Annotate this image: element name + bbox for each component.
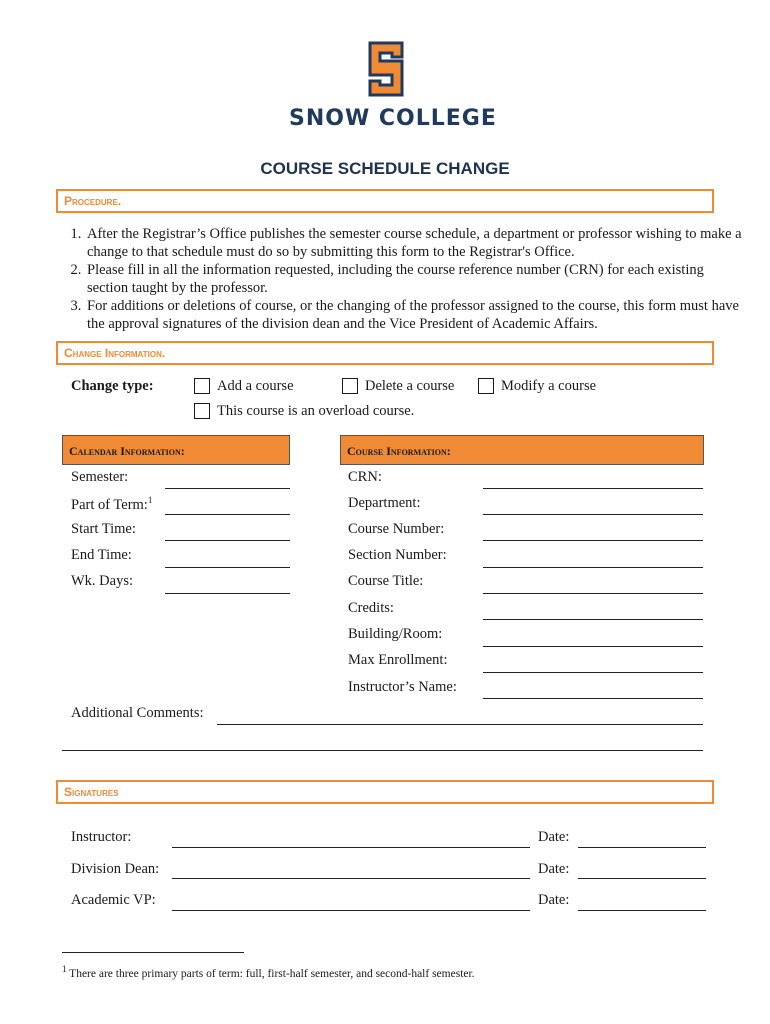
procedure-item: 3. For additions or deletions of course, or the changing of the professor assigned to the course, this form must have the approval signatures of the division dean and the Vice President of Academic Affairs. xyxy=(85,297,745,333)
additional-comments-label: Additional Comments: xyxy=(71,705,204,721)
department-field[interactable] xyxy=(483,514,703,515)
start-time-field[interactable] xyxy=(165,540,290,541)
instructor-name-field[interactable] xyxy=(483,698,703,699)
instructor-name-label: Instructor’s Name: xyxy=(348,679,457,695)
semester-field[interactable] xyxy=(165,488,290,489)
end-time-field[interactable] xyxy=(165,567,290,568)
vp-date-label: Date: xyxy=(538,892,570,908)
procedure-item: 2. Please fill in all the information requested, including the course reference number (CRN) for each existing section taught by the professor. xyxy=(85,261,745,297)
wk-days-label: Wk. Days: xyxy=(71,573,134,589)
dean-date-field[interactable] xyxy=(578,878,706,879)
part-of-term-label: Part of Term:$^1$ xyxy=(71,495,153,513)
max-enrollment-field[interactable] xyxy=(483,672,703,673)
modify-course-label: Modify a course xyxy=(501,378,597,394)
vp-signature-label: Academic VP: xyxy=(71,892,156,908)
wk-days-field[interactable] xyxy=(165,593,290,594)
vp-date-field[interactable] xyxy=(578,910,706,911)
footnote: $^1$ There are three primary parts of term: full, first-half semester, and second-half semester. xyxy=(62,964,475,980)
change-info-heading: Change Information. xyxy=(56,341,714,365)
procedure-heading: Procedure. xyxy=(56,189,714,213)
part-of-term-field[interactable] xyxy=(165,514,290,515)
overload-checkbox[interactable] xyxy=(194,403,210,419)
college-name: SNOW COLLEGE xyxy=(289,106,497,131)
delete-course-checkbox[interactable] xyxy=(342,378,358,394)
add-course-checkbox[interactable] xyxy=(194,378,210,394)
overload-label: This course is an overload course. xyxy=(217,403,415,419)
crn-label: CRN: xyxy=(348,469,382,485)
dean-signature-label: Division Dean: xyxy=(71,861,160,877)
calendar-info-heading: Calendar Information: xyxy=(62,435,290,465)
course-info-heading: Course Information: xyxy=(340,435,704,465)
instructor-signature-label: Instructor: xyxy=(71,829,132,845)
modify-course-checkbox[interactable] xyxy=(478,378,494,394)
course-title-field[interactable] xyxy=(483,593,703,594)
section-number-field[interactable] xyxy=(483,567,703,568)
procedure-item: 1. After the Registrar’s Office publishes the semester course schedule, a department or professor wishing to make a change to that schedule must do so by submitting this form to the Registrar's Office. xyxy=(85,225,745,261)
add-course-label: Add a course xyxy=(217,378,294,394)
footnote-divider xyxy=(62,952,244,953)
signatures-heading: Signatures xyxy=(56,780,714,804)
course-number-label: Course Number: xyxy=(348,521,445,537)
end-time-label: End Time: xyxy=(71,547,132,563)
course-title-label: Course Title: xyxy=(348,573,424,589)
start-time-label: Start Time: xyxy=(71,521,136,537)
procedure-list xyxy=(56,225,745,333)
department-label: Department: xyxy=(348,495,421,511)
section-number-label: Section Number: xyxy=(348,547,447,563)
dean-signature-field[interactable] xyxy=(172,878,530,879)
credits-label: Credits: xyxy=(348,600,394,616)
delete-course-label: Delete a course xyxy=(365,378,455,394)
change-type-label: Change type: xyxy=(71,378,154,394)
semester-label: Semester: xyxy=(71,469,129,485)
page-title: COURSE SCHEDULE CHANGE xyxy=(260,159,510,178)
course-number-field[interactable] xyxy=(483,540,703,541)
instructor-signature-field[interactable] xyxy=(172,847,530,848)
college-logo-icon xyxy=(366,41,406,97)
building-room-field[interactable] xyxy=(483,646,703,647)
credits-field[interactable] xyxy=(483,619,703,620)
max-enrollment-label: Max Enrollment: xyxy=(348,652,448,668)
instructor-date-field[interactable] xyxy=(578,847,706,848)
crn-field[interactable] xyxy=(483,488,703,489)
additional-comments-field[interactable] xyxy=(217,724,703,725)
vp-signature-field[interactable] xyxy=(172,910,530,911)
building-room-label: Building/Room: xyxy=(348,626,443,642)
instructor-date-label: Date: xyxy=(538,829,570,845)
additional-comments-field-line2[interactable] xyxy=(62,750,703,751)
dean-date-label: Date: xyxy=(538,861,570,877)
